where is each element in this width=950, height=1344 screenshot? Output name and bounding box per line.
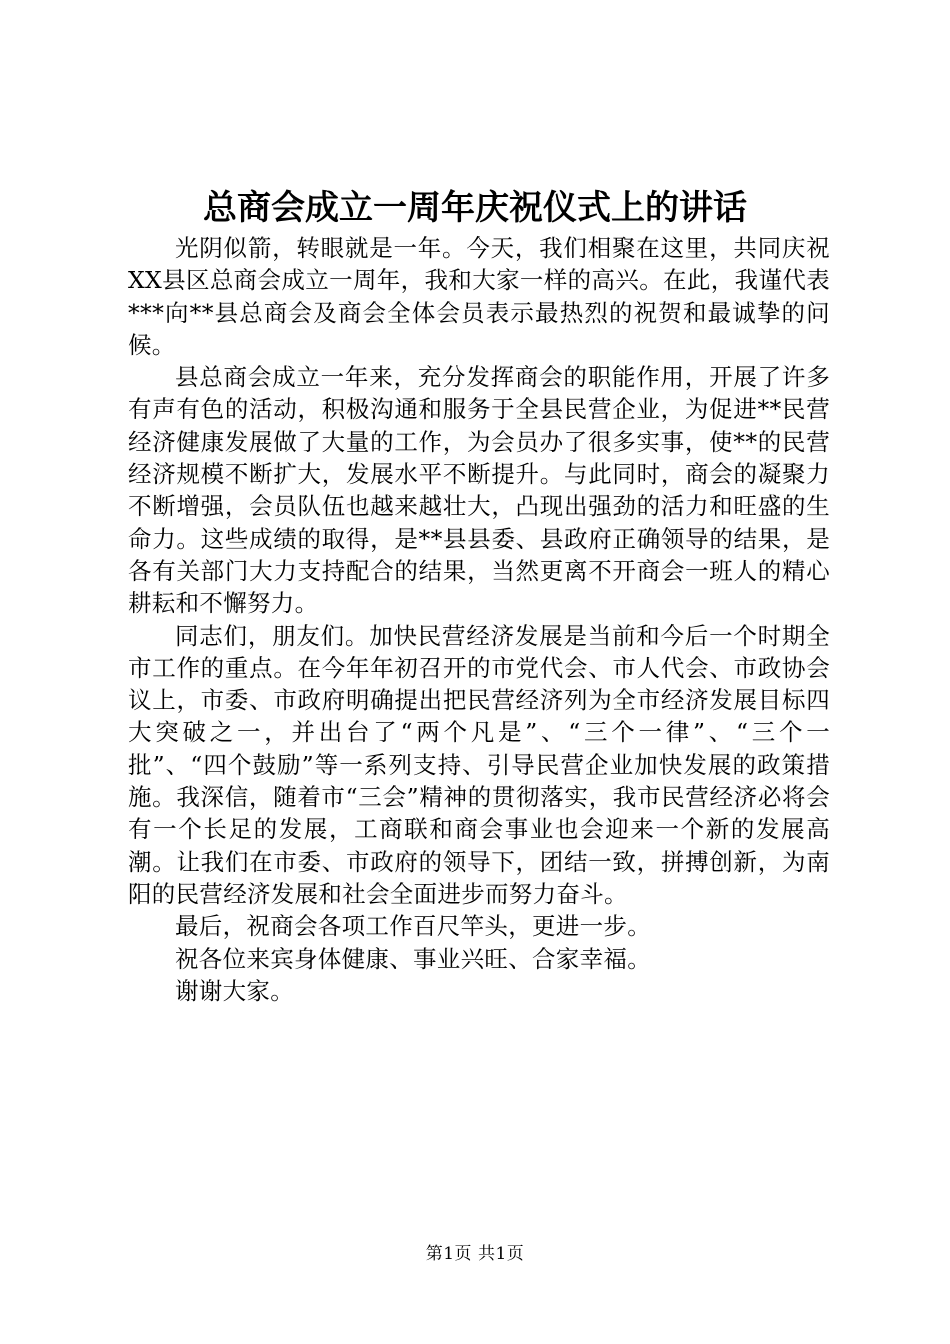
document-title: 总商会成立一周年庆祝仪式上的讲话	[203, 188, 747, 228]
paragraph-opening: 光阴似箭，转眼就是一年。今天，我们相聚在这里，共同庆祝XX县区总商会成立一周年，我和大家一样的高兴。在此，我谨代表***向**县总商会及商会全体会员表示最热烈的祝贺和最诚挚的问候。	[128, 234, 830, 359]
paragraph-wish-work: 最后，祝商会各项工作百尺竿头，更进一步。	[175, 912, 651, 941]
paragraph-outlook: 同志们，朋友们。加快民营经济发展是当前和今后一个时期全市工作的重点。在今年年初召开的市党代会、市人代会、市政协会议上，市委、市政府明确提出把民营经济列为全市经济发展目标四大突破之一，并出台了“两个凡是”、“三个一律”、“三个一批”、“四个鼓励”等一系列支持、引导民营企业加快发展的政策措施。我深信，随着市“三会”精神的贯彻落实，我市民营经济必将会有一个长足的发展，工商联和商会事业也会迎来一个新的发展高潮。让我们在市委、市政府的领导下，团结一致，拼搏创新，为南阳的民营经济发展和社会全面进步而努力奋斗。	[128, 621, 830, 908]
paragraph-achievements: 县总商会成立一年来，充分发挥商会的职能作用，开展了许多有声有色的活动，积极沟通和服务于全县民营企业，为促进**民营经济健康发展做了大量的工作，为会员办了很多实事，使**的民营经济规模不断扩大，发展水平不断提升。与此同时，商会的凝聚力不断增强，会员队伍也越来越壮大，凸现出强劲的活力和旺盛的生命力。这些成绩的取得，是**县县委、县政府正确领导的结果，是各有关部门大力支持配合的结果，当然更离不开商会一班人的精心耕耘和不懈努力。	[128, 363, 830, 618]
paragraph-thanks: 谢谢大家。	[175, 976, 294, 1005]
document-body	[128, 232, 830, 1007]
paragraph-wish-guests: 祝各位来宾身体健康、事业兴旺、合家幸福。	[175, 944, 651, 973]
page-number-footer: 第1页 共1页	[425, 1244, 525, 1264]
